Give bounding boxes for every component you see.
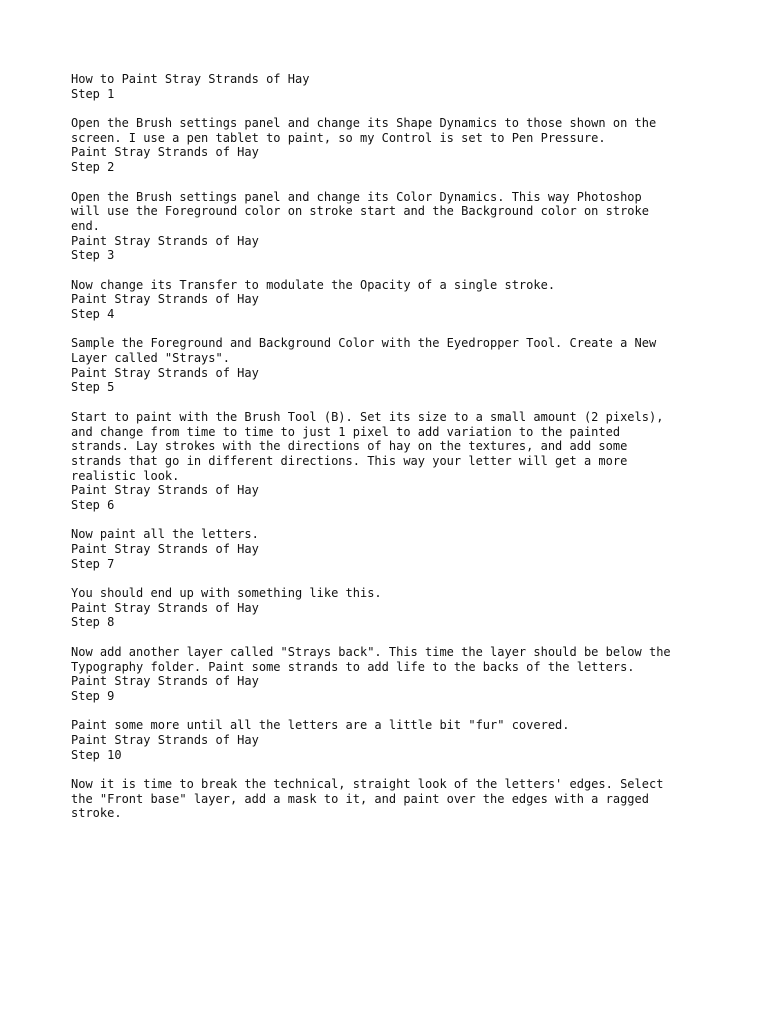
section-heading: Paint Stray Strands of Hay (71, 145, 259, 160)
paragraph-line: and change from time to time to just 1 pixel to add variation to the painted (71, 424, 621, 439)
blank-line (71, 263, 711, 278)
blank-line (71, 513, 711, 528)
paragraph-line: stroke. (71, 806, 122, 821)
paragraph-line: end. (71, 218, 100, 233)
step-section (71, 601, 711, 674)
blank-line (71, 101, 711, 116)
step-label: Step 10 (71, 747, 122, 762)
paragraph-line: Typography folder. Paint some strands to add life to the backs of the letters. (71, 659, 635, 674)
step-label: Step 3 (71, 248, 115, 263)
paragraph-line: Open the Brush settings panel and change its Shape Dynamics to those shown on the (71, 116, 657, 131)
section-heading: Paint Stray Strands of Hay (71, 365, 259, 380)
blank-line (71, 704, 711, 719)
step-label: Step 4 (71, 307, 115, 321)
paragraph-line: Paint some more until all the letters are a little bit "fur" covered. (71, 718, 570, 733)
blank-line (71, 630, 711, 645)
step-section (71, 542, 711, 601)
step-label: Step 2 (71, 160, 115, 175)
step-paragraph (71, 718, 711, 733)
paragraph-line: strands. Lay strokes with the directions of hay on the textures, and add some (71, 439, 628, 454)
section-heading: Paint Stray Strands of Hay (71, 674, 259, 689)
paragraph-line: the "Front base" layer, add a mask to it, and paint over the edges with a ragged (71, 791, 649, 806)
step-paragraph (71, 336, 711, 365)
step-label: Step 5 (71, 380, 115, 395)
document-page (71, 72, 711, 821)
step-section (71, 145, 711, 233)
paragraph-line: Sample the Foreground and Background Color with the Eyedropper Tool. Create a New (71, 336, 657, 351)
section-heading: Paint Stray Strands of Hay (71, 600, 259, 615)
step-paragraph (71, 410, 711, 483)
blank-line (71, 322, 711, 337)
blank-line (71, 395, 711, 410)
step-paragraph (71, 527, 711, 542)
section-heading: Paint Stray Strands of Hay (71, 233, 259, 248)
step-section (71, 483, 711, 542)
paragraph-line: realistic look. (71, 468, 180, 483)
blank-line (71, 175, 711, 190)
step-paragraph (71, 645, 711, 674)
step-section (71, 234, 711, 293)
step-paragraph (71, 777, 711, 821)
paragraph-line: screen. I use a pen tablet to paint, so my Control is set to Pen Pressure. (71, 130, 606, 145)
step-paragraph (71, 190, 711, 234)
blank-line (71, 571, 711, 586)
section-heading: Paint Stray Strands of Hay (71, 542, 259, 556)
paragraph-line: Layer called "Strays". (71, 351, 230, 366)
step-label: Step 9 (71, 688, 115, 703)
document-title: How to Paint Stray Strands of Hay (71, 72, 310, 86)
step-label: Step 8 (71, 615, 115, 630)
paragraph-line: You should end up with something like this. (71, 586, 382, 601)
paragraph-line: Now paint all the letters. (71, 527, 259, 542)
step-section (71, 366, 711, 484)
step-section (71, 733, 711, 821)
step-paragraph (71, 116, 711, 145)
step-paragraph (71, 278, 711, 293)
section-heading: Paint Stray Strands of Hay (71, 292, 259, 307)
paragraph-line: Now it is time to break the technical, straight look of the letters' edges. Select (71, 777, 664, 791)
step-label: Step 1 (71, 86, 115, 101)
step-paragraph (71, 586, 711, 601)
section-heading: Paint Stray Strands of Hay (71, 483, 259, 498)
step-section (71, 292, 711, 365)
step-section (71, 674, 711, 733)
paragraph-line: will use the Foreground color on stroke start and the Background color on stroke (71, 204, 649, 219)
paragraph-line: Start to paint with the Brush Tool (B). Set its size to a small amount (2 pixels), (71, 409, 664, 424)
paragraph-line: Open the Brush settings panel and change its Color Dynamics. This way Photoshop (71, 189, 642, 204)
step-section (71, 87, 711, 146)
step-label: Step 6 (71, 497, 115, 512)
blank-line (71, 762, 711, 777)
document-sections (71, 87, 711, 821)
paragraph-line: strands that go in different directions. This way your letter will get a more (71, 453, 628, 468)
step-label: Step 7 (71, 556, 115, 571)
section-heading: Paint Stray Strands of Hay (71, 732, 259, 747)
paragraph-line: Now add another layer called "Strays back". This time the layer should be below the (71, 644, 671, 659)
paragraph-line: Now change its Transfer to modulate the Opacity of a single stroke. (71, 277, 556, 292)
